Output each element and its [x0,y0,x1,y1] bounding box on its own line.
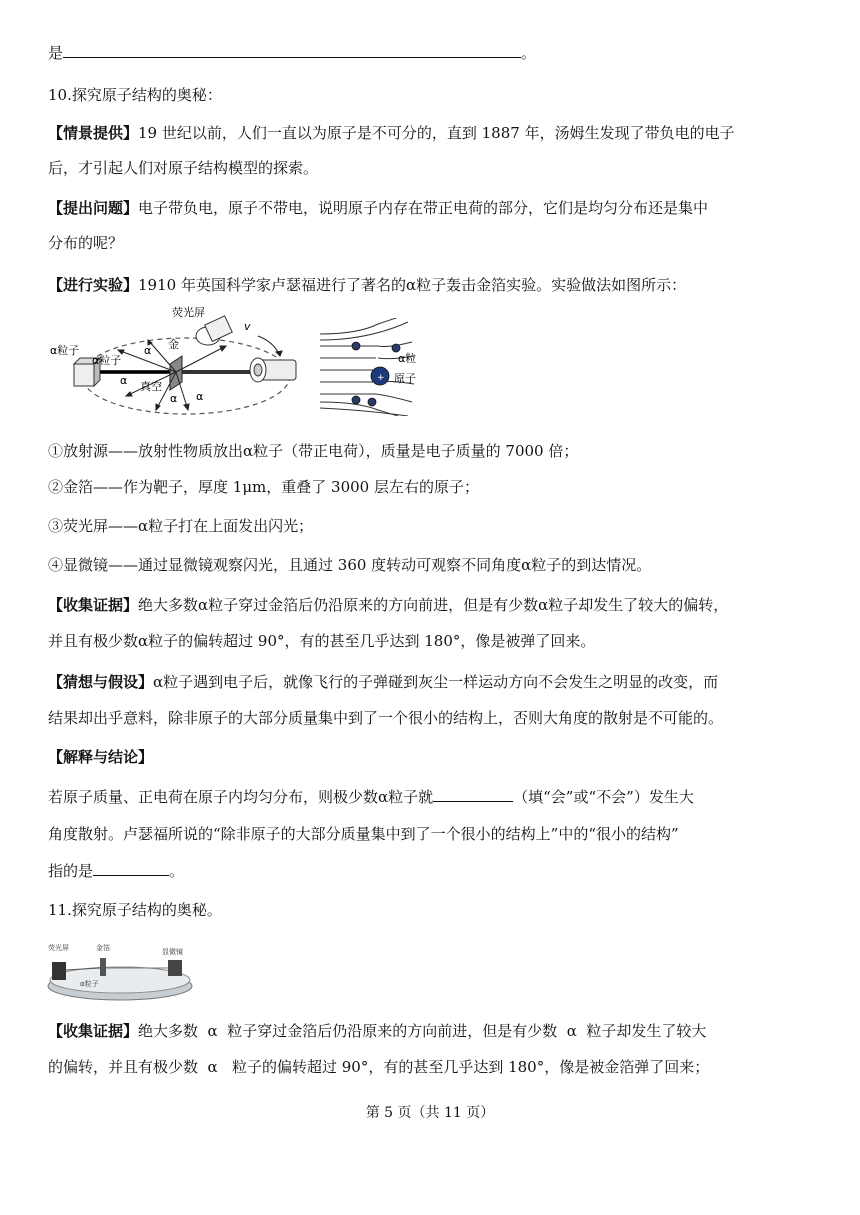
q10-explain-line-1: 若原子质量、正电荷在原子内均匀分布，则极少数α粒子就 （填“会”或“不会”）发生大 [48,788,694,806]
q10-question-line-1: 【提出问题】电子带负电，原子不带电，说明原子内存在带正电荷的部分，它们是均匀分布还是集中 [48,199,709,217]
explain-tag: 【解释与结论】 [48,748,154,766]
svg-text:v: v [244,320,251,333]
q10-explain-line-2: 角度散射。卢瑟福所说的“除非原子的大部分质量集中到了一个很小的结构上”中的“很小的结构” [48,825,679,843]
svg-text:+: + [377,373,385,383]
svg-text:α粒子: α粒子 [50,344,80,357]
q11-evidence-line-1: 【收集证据】绝大多数 α 粒子穿过金箔后仍沿原来的方向前进，但是有少数 α 粒子却发生了较大 [48,1022,707,1040]
experiment-tag: 【进行实验】 [48,276,139,294]
q10-guess-line-1: 【猜想与假设】α粒子遇到电子后，就像飞行的子弹碰到灰尘一样运动方向不会发生之明显的改变，而 [48,673,719,691]
q10-scene-line-1: 【情景提供】19 世纪以前，人们一直以为原子是不可分的，直到 1887 年，汤姆生发现了带负电的电子 [48,124,735,142]
svg-text:荧光屏: 荧光屏 [48,944,69,952]
q11-title: 11.探究原子结构的奥秘。 [48,901,222,919]
q10-item-2: ②金箔——作为靶子，厚度 1μm，重叠了 3000 层左右的原子； [48,478,479,496]
gold-foil-stand [100,958,106,976]
detector-block [168,960,182,976]
source-box [74,364,94,386]
q10-explain-line-3: 指的是 。 [48,862,185,880]
q10-question-line-2: 分布的呢？ [48,234,124,252]
svg-text:α: α [120,374,128,387]
q10-evidence-line-2: 并且有极少数α粒子的偏转超过 90°，有的甚至几乎达到 180°，像是被弹了回来。 [48,632,596,650]
svg-text:荧光屏: 荧光屏 [172,306,205,319]
svg-text:显微镜: 显微镜 [162,948,183,956]
scene-tag: 【情景提供】 [48,124,139,142]
svg-text:真空: 真空 [140,380,162,393]
answer-blank-structure[interactable] [93,861,169,876]
q10-scene-line-2: 后，才引起人们对原子结构模型的探索。 [48,159,319,177]
q10-item-4: ④显微镜——通过显微镜观察闪光，且通过 360 度转动可观察不同角度α粒子的到达情况。 [48,556,652,574]
answer-blank-will[interactable] [433,787,513,802]
q10-experiment-line: 【进行实验】1910 年英国科学家卢瑟福进行了著名的α粒子轰击金箔实验。实验做法如图所示： [48,276,687,294]
electron [352,396,360,404]
svg-text:α粒: α粒 [398,352,417,365]
svg-text:α: α [170,392,178,405]
q11-evidence-tag: 【收集证据】 [48,1022,139,1040]
guess-tag: 【猜想与假设】 [48,673,154,691]
svg-text:α粒子: α粒子 [80,980,99,988]
svg-text:α粒子: α粒子 [92,354,122,367]
q10-title: 10.探究原子结构的奥秘： [48,86,222,104]
electron [392,344,400,352]
page-footer: 第 5 页（共 11 页） [365,1105,495,1121]
source-block [52,962,66,980]
question-tag: 【提出问题】 [48,199,139,217]
electron [368,398,376,406]
alpha-scattering-apparatus-figure [48,306,310,418]
q10-evidence-line-1: 【收集证据】绝大多数α粒子穿过金箔后仍沿原来的方向前进，但是有少数α粒子却发生了较大的偏转， [48,596,729,614]
q11-apparatus-figure [46,936,194,1002]
answer-blank[interactable] [63,43,521,58]
q10-item-1: ①放射源——放射性物质放出α粒子（带正电荷），质量是电子质量的 7000 倍； [48,442,579,460]
svg-text:α: α [196,390,204,403]
q10-item-3: ③荧光屏——α粒子打在上面发出闪光； [48,517,314,535]
atom-scattering-figure [318,318,430,416]
q10-guess-line-2: 结果却出乎意料，除非原子的大部分质量集中到了一个很小的结构上，否则大角度的散射是不可能的。 [48,709,724,727]
top-fill-line: 是 。 [48,44,537,62]
svg-text:金: 金 [168,338,179,351]
svg-text:原子: 原子 [394,372,416,385]
electron [352,342,360,350]
q11-evidence-line-2: 的偏转，并且有极少数 α 粒子的偏转超过 90°，有的甚至几乎达到 180°，像是被金箔弹了回来； [48,1058,710,1076]
svg-text:α: α [144,344,152,357]
evidence-tag: 【收集证据】 [48,596,139,614]
svg-text:金箔: 金箔 [96,944,110,952]
